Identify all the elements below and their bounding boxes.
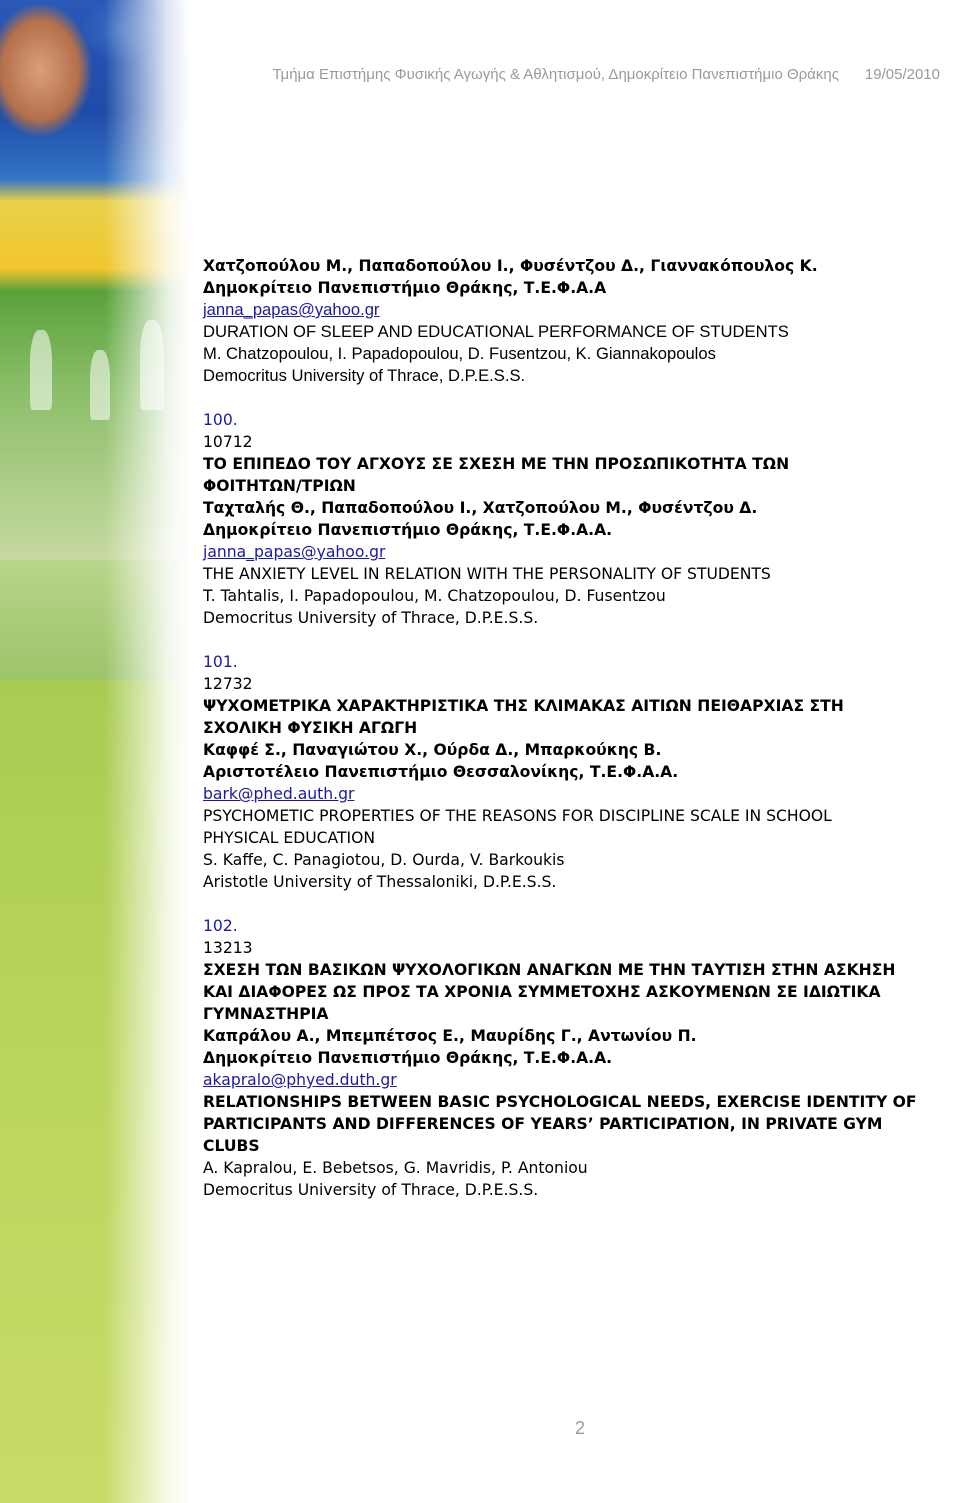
authors-gr: Καφφέ Σ., Παναγιώτου Χ., Ούρδα Δ., Μπαρκούκης Β.	[203, 741, 662, 759]
authors-en: A. Kapralou, E. Bebetsos, G. Mavridis, P. Antoniou	[203, 1159, 588, 1177]
continued-entry	[203, 255, 953, 387]
running-header	[0, 66, 940, 83]
entry-number: 102.	[203, 917, 238, 935]
decorative-side-strip	[0, 0, 190, 1503]
email-link[interactable]: janna_papas@yahoo.gr	[203, 543, 386, 561]
title-gr-line: ΚΑΙ ΔΙΑΦΟΡΕΣ ΩΣ ΠΡΟΣ ΤΑ ΧΡΟΝΙΑ ΣΥΜΜΕΤΟΧΗΣ ΑΣΚΟΥΜΕΝΩΝ ΣΕ ΙΔΙΩΤΙΚΑ	[203, 983, 881, 1001]
title-en-line: THE ANXIETY LEVEL IN RELATION WITH THE PERSONALITY OF STUDENTS	[203, 565, 771, 583]
title-gr-line: ΣΧΟΛΙΚΗ ΦΥΣΙΚΗ ΑΓΩΓΗ	[203, 719, 418, 737]
affiliation-gr: Αριστοτέλειο Πανεπιστήμιο Θεσσαλονίκης, Τ.Ε.Φ.Α.Α.	[203, 763, 679, 781]
email-link[interactable]: bark@phed.auth.gr	[203, 785, 355, 803]
title-en-line: CLUBS	[203, 1137, 260, 1155]
abstract-list	[203, 255, 953, 1201]
entry-code: 10712	[203, 433, 253, 451]
title-gr-line: ΓΥΜΝΑΣΤΗΡΙΑ	[203, 1005, 329, 1023]
affiliation-gr: Δημοκρίτειο Πανεπιστήμιο Θράκης, Τ.Ε.Φ.Α.Α	[203, 279, 607, 297]
title-en-line: PSYCHOMETIC PROPERTIES OF THE REASONS FOR DISCIPLINE SCALE IN SCHOOL	[203, 807, 832, 825]
title-en: DURATION OF SLEEP AND EDUCATIONAL PERFORMANCE OF STUDENTS	[203, 322, 789, 341]
title-gr-line: ΦΟΙΤΗΤΩΝ/ΤΡΙΩΝ	[203, 477, 356, 495]
header-title: Τμήμα Επιστήμης Φυσικής Αγωγής & Αθλητισμού, Δημοκρίτειο Πανεπιστήμιο Θράκης	[272, 66, 839, 83]
title-en-line: PHYSICAL EDUCATION	[203, 829, 376, 847]
affiliation-gr: Δημοκρίτειο Πανεπιστήμιο Θράκης, Τ.Ε.Φ.Α.Α.	[203, 521, 613, 539]
email-link[interactable]: akapralo@phyed.duth.gr	[203, 1071, 397, 1089]
authors-gr: Καπράλου Α., Μπεμπέτσος Ε., Μαυρίδης Γ., Αντωνίου Π.	[203, 1027, 697, 1045]
abstract-entry	[203, 915, 953, 1201]
title-gr-line: ΣΧΕΣΗ ΤΩΝ ΒΑΣΙΚΩΝ ΨΥΧΟΛΟΓΙΚΩΝ ΑΝΑΓΚΩΝ ΜΕ ΤΗΝ ΤΑΥΤΙΣΗ ΣΤΗΝ ΑΣΚΗΣΗ	[203, 961, 896, 979]
page-number: 2	[574, 1418, 585, 1438]
authors-en: T. Tahtalis, I. Papadopoulou, M. Chatzopoulou, D. Fusentzou	[203, 587, 666, 605]
affiliation-en: Democritus University of Thrace, D.P.E.S.S.	[203, 609, 539, 627]
entry-number: 101.	[203, 653, 238, 671]
authors-gr: Ταχταλής Θ., Παπαδοπούλου Ι., Χατζοπούλου Μ., Φυσέντζου Δ.	[203, 499, 758, 517]
header-date: 19/05/2010	[864, 66, 940, 83]
authors-gr: Χατζοπούλου Μ., Παπαδοπούλου Ι., Φυσέντζου Δ., Γιαννακόπουλος Κ.	[203, 257, 818, 275]
entry-number: 100.	[203, 411, 238, 429]
title-gr-line: ΨΥΧΟΜΕΤΡΙΚΑ ΧΑΡΑΚΤΗΡΙΣΤΙΚΑ ΤΗΣ ΚΛΙΜΑΚΑΣ ΑΙΤΙΩΝ ΠΕΙΘΑΡΧΙΑΣ ΣΤΗ	[203, 697, 844, 715]
entry-code: 12732	[203, 675, 253, 693]
title-gr-line: ΤΟ ΕΠΙΠΕΔΟ ΤΟΥ ΑΓΧΟΥΣ ΣΕ ΣΧΕΣΗ ΜΕ ΤΗΝ ΠΡΟΣΩΠΙΚΟΤΗΤΑ ΤΩΝ	[203, 455, 790, 473]
title-en-line: RELATIONSHIPS BETWEEN BASIC PSYCHOLOGICAL NEEDS, EXERCISE IDENTITY OF	[203, 1093, 917, 1111]
authors-en: S. Kaffe, C. Panagiotou, D. Ourda, V. Barkoukis	[203, 851, 565, 869]
entry-code: 13213	[203, 939, 253, 957]
affiliation-en: Democritus University of Thrace, D.P.E.S.S.	[203, 1181, 539, 1199]
email-link[interactable]: janna_papas@yahoo.gr	[203, 300, 380, 319]
authors-en: M. Chatzopoulou, I. Papadopoulou, D. Fusentzou, K. Giannakopoulos	[203, 344, 716, 363]
affiliation-en: Democritus University of Thrace, D.P.E.S.S.	[203, 366, 526, 385]
affiliation-en: Aristotle University of Thessaloniki, D.P.E.S.S.	[203, 873, 557, 891]
affiliation-gr: Δημοκρίτειο Πανεπιστήμιο Θράκης, Τ.Ε.Φ.Α.Α.	[203, 1049, 613, 1067]
abstract-entry	[203, 409, 953, 629]
title-en-line: PARTICIPANTS AND DIFFERENCES OF YEARS’ PARTICIPATION, IN PRIVATE GYM	[203, 1115, 883, 1133]
abstract-entry	[203, 651, 953, 893]
